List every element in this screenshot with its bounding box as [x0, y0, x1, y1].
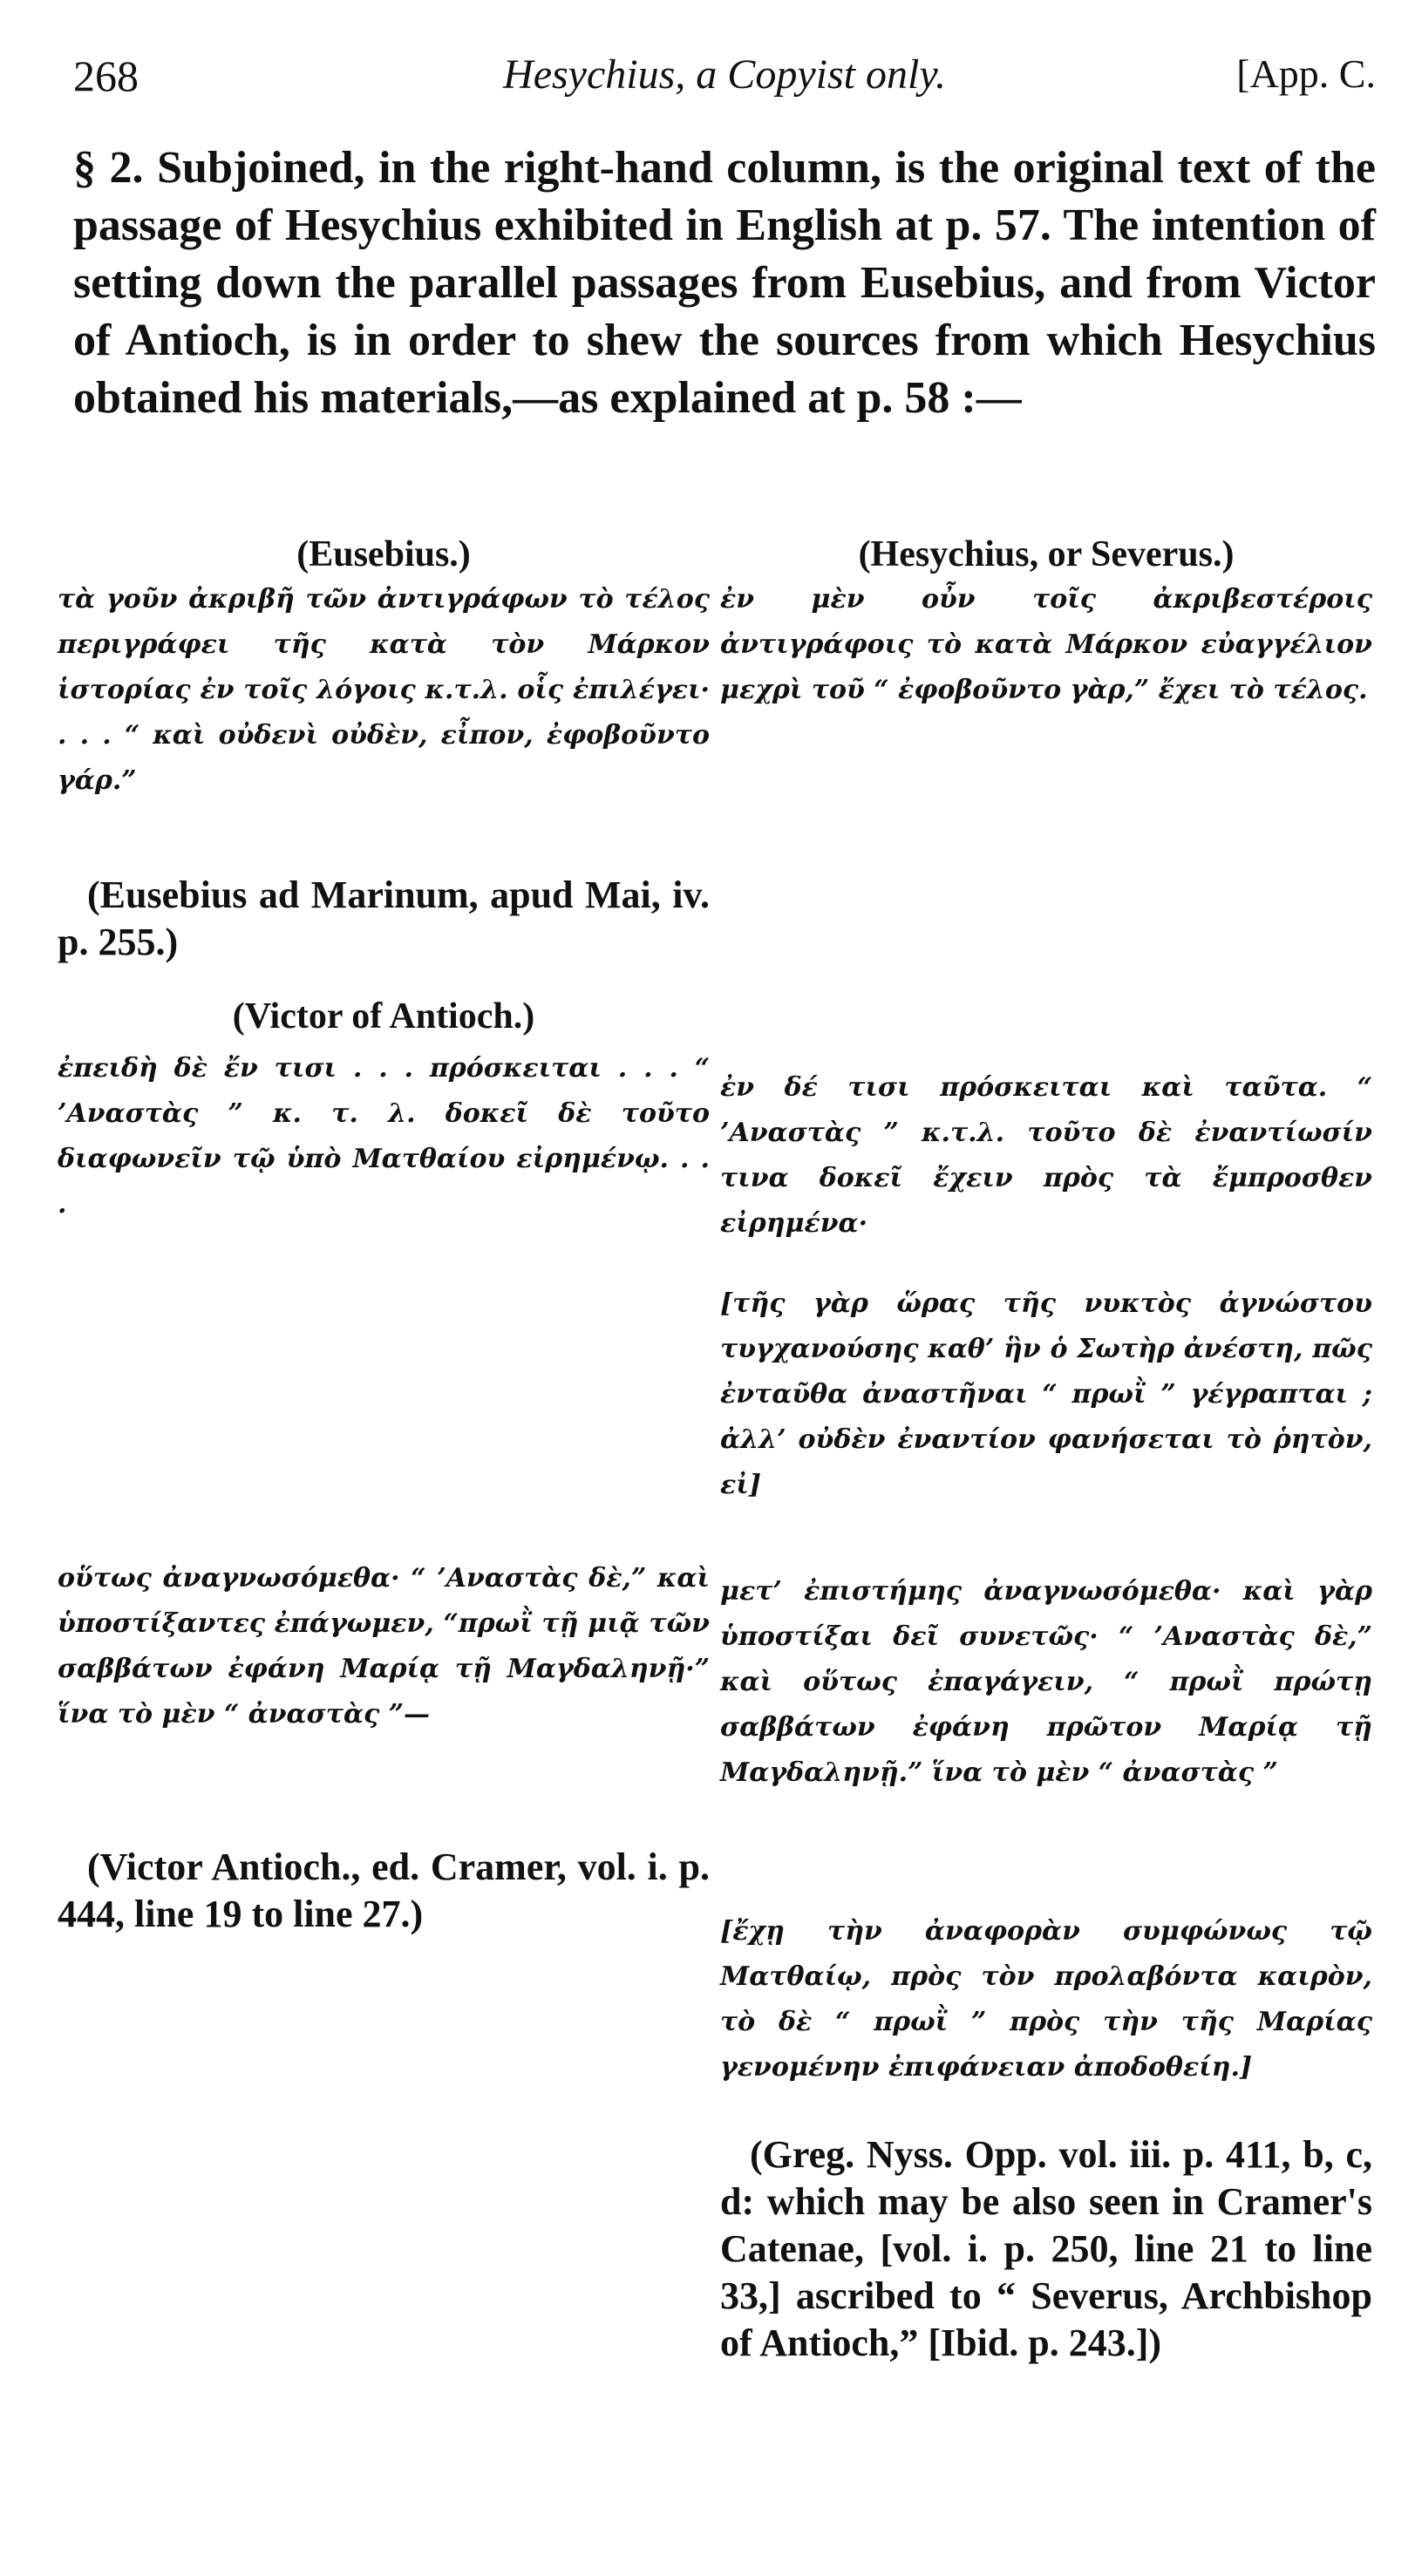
left-greek-victor-1: ἐπειδὴ δὲ ἔν τισι . . . πρόσκειται . . . “ ’Αναστὰς ” κ. τ. λ. δοκεῖ δὲ τοῦτο διαφωνεῖν τῷ ὑπὸ Ματθαίου εἰρημένῳ. . . . [58, 1053, 710, 1220]
right-greek-block-5 [720, 1909, 1372, 2090]
intro-paragraph: § 2. Subjoined, in the right-hand column, is the original text of the passage of Hesychius exhibited in English at p. 57. The intention of setting down the parallel passages from Eusebius, and from Victor of Antioch, is in order to shew the sources from which Hesychius obtained his materials,—as explained at p. 58 :— [73, 143, 1376, 423]
right-heading-hesychius: (Hesychius, or Severus.) [858, 534, 1235, 574]
right-greek-block-2 [720, 1065, 1372, 1247]
left-victor-citation-block [58, 1844, 710, 1938]
left-victor-heading-block [58, 994, 710, 1039]
running-head [73, 51, 1376, 103]
right-greek-4: μετ’ ἐπιστήμης ἀναγνωσόμεθα· καὶ γὰρ ὑποστίξαι δεῖ συνετῶς· “ ’Αναστὰς δὲ,” καὶ οὕτως ἐπαγάγειν, “ πρωῒ πρώτῃ σαββάτων ἐφάνη πρῶτον Μαρίᾳ τῇ Μαγδαληνῇ.” ἵνα τὸ μὲν “ ἀναστὰς ” [720, 1576, 1372, 1788]
left-heading-eusebius: (Eusebius.) [296, 534, 471, 574]
left-victor-greek-block [58, 1046, 710, 1227]
right-greek-block-3 [720, 1281, 1372, 1508]
running-title: Hesychius, a Copyist only. [503, 51, 946, 98]
left-greek-eusebius: τὰ γοῦν ἀκριβῆ τῶν ἀντιγράφων τὸ τέλος περιγράφει τῆς κατὰ τὸν Μάρκον ἱστορίας ἐν τοῖς λόγοις κ.τ.λ. οἷς ἐπιλέγει· . . . “ καὶ οὐδενὶ οὐδὲν, εἶπον, ἐφοβοῦντο γάρ.” [58, 584, 710, 796]
right-greek-2: ἐν δέ τισι πρόσκειται καὶ ταῦτα. “ ’Αναστὰς ” κ.τ.λ. τοῦτο δὲ ἐναντίωσίν τινα δοκεῖ ἔχειν πρὸς τὰ ἔμπροσθεν εἰρημένα· [720, 1072, 1372, 1239]
right-greek-1: ἐν μὲν οὖν τοῖς ἀκριβεστέροις ἀντιγράφοις τὸ κατὰ Μάρκον εὐαγγέλιον μεχρὶ τοῦ “ ἐφοβοῦντο γὰρ,” ἔχει τὸ τέλος. [720, 584, 1372, 705]
left-citation-victor: (Victor Antioch., ed. Cramer, vol. i. p. 444, line 19 to line 27.) [58, 1845, 710, 1935]
right-greek-3: [τῆς γὰρ ὥρας τῆς νυκτὸς ἀγνώστου τυγχανούσης καθ’ ἣν ὁ Σωτὴρ ἀνέστη, πῶς ἐνταῦθα ἀναστῆναι “ πρωῒ ” γέγραπται ; ἀλλ’ οὐδὲν ἐναντίον φανήσεται τὸ ῥητὸν, εἰ] [720, 1288, 1372, 1500]
left-victor-greek-block-2 [58, 1556, 710, 1737]
left-greek-victor-2: οὕτως ἀναγνωσόμεθα· “ ’Αναστὰς δὲ,” καὶ ὑποστίξαντες ἐπάγωμεν, “πρωῒ τῇ μιᾷ τῶν σαββάτων ἐφάνη Μαρίᾳ τῇ Μαγδαληνῇ·” ἵνα τὸ μὲν “ ἀναστὰς ”— [58, 1563, 710, 1730]
right-greek-5: [ἔχῃ τὴν ἀναφορὰν συμφώνως τῷ Ματθαίῳ, πρὸς τὸν προλαβόντα καιρὸν, τὸ δὲ “ πρωῒ ” πρὸς τὴν τῆς Μαρίας γενομένην ἐπιφάνειαν ἀποδοθείη.] [720, 1916, 1372, 2083]
section-marker: [App. C. [1236, 51, 1376, 96]
left-eusebius-citation-block [58, 872, 710, 966]
right-hesychius-block [720, 532, 1372, 713]
right-citation-gregory: (Greg. Nyss. Opp. vol. iii. p. 411, b, c, d: which may be also seen in Cramer's Catenae, [vol. i. p. 250, line 21 to line 33,] ascribed to “ Severus, Archbishop of Antioch,” [Ibid. p. 243.]) [720, 2133, 1372, 2364]
left-heading-victor: (Victor of Antioch.) [232, 996, 535, 1037]
left-eusebius-block [58, 532, 710, 804]
right-citation-block [720, 2131, 1372, 2367]
right-greek-block-4 [720, 1569, 1372, 1796]
page-number: 268 [73, 51, 139, 100]
left-citation-eusebius: (Eusebius ad Marinum, apud Mai, iv. p. 255.) [58, 873, 710, 963]
